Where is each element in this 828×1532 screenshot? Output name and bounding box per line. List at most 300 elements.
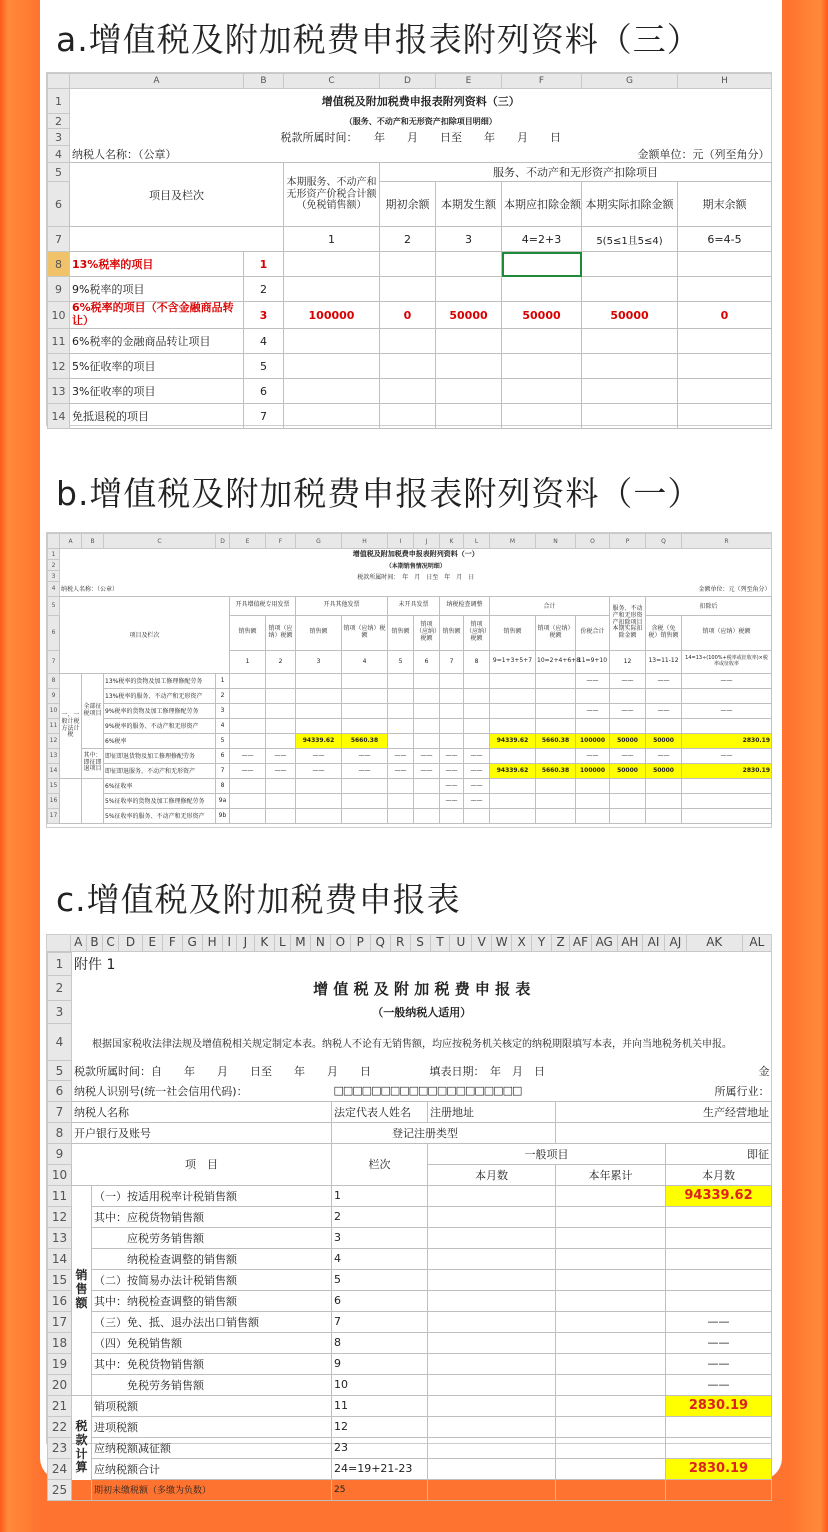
amount-cell[interactable]: —— bbox=[666, 1332, 772, 1353]
sheet-c-period: 税款所属时间：自 年 月 日至 年 月 日 bbox=[74, 1064, 371, 1078]
row-number[interactable]: 19 bbox=[48, 1353, 72, 1374]
amount-cell[interactable] bbox=[666, 1227, 772, 1248]
amount-cell[interactable]: —— bbox=[666, 1353, 772, 1374]
cell[interactable] bbox=[502, 354, 582, 379]
cell[interactable] bbox=[582, 354, 678, 379]
line-number[interactable]: 3 bbox=[244, 302, 284, 329]
line-number[interactable]: 4 bbox=[216, 718, 230, 733]
row-label[interactable]: 6%税率的项目（不含金融商品转让） bbox=[70, 302, 244, 329]
row-number[interactable]: 15 bbox=[48, 778, 60, 793]
row-number[interactable]: 1 bbox=[48, 549, 60, 560]
row-number[interactable]: 14 bbox=[48, 763, 60, 778]
col-header[interactable]: D bbox=[216, 534, 230, 549]
total-cell[interactable]: 100000 bbox=[576, 733, 610, 748]
group-header: 开具其他发票 bbox=[296, 596, 388, 615]
biz-addr-label: 生产经营地址 bbox=[556, 1101, 772, 1122]
content-card bbox=[40, 0, 782, 1497]
col-header[interactable]: AF bbox=[569, 935, 591, 951]
dash-cell: —— bbox=[682, 703, 772, 718]
cell[interactable] bbox=[582, 252, 678, 277]
col-header[interactable]: Z bbox=[551, 935, 569, 951]
amount-cell[interactable] bbox=[666, 1416, 772, 1437]
sheet-b-period: 税款所属时间： 年 月 日至 年 月 日 bbox=[357, 573, 475, 581]
col-header[interactable]: X bbox=[511, 935, 531, 951]
cell[interactable] bbox=[380, 404, 436, 429]
total-cell[interactable]: 100000 bbox=[576, 763, 610, 778]
col-header[interactable]: Y bbox=[531, 935, 551, 951]
row-number[interactable]: 2 bbox=[48, 976, 72, 1001]
line-number[interactable]: 7 bbox=[244, 404, 284, 429]
row-label[interactable]: 13%税率的项目 bbox=[70, 252, 244, 277]
row-number[interactable]: 7 bbox=[48, 1101, 72, 1122]
line-number[interactable]: 5 bbox=[244, 354, 284, 379]
row-number[interactable]: 6 bbox=[48, 182, 70, 227]
line-number[interactable]: 1 bbox=[216, 673, 230, 688]
row-label[interactable]: 13%税率的服务、不动产和无形资产 bbox=[104, 688, 216, 703]
col-header[interactable]: P bbox=[610, 534, 646, 549]
row-label[interactable]: 9%税率的服务、不动产和无形资产 bbox=[104, 718, 216, 733]
cell[interactable] bbox=[678, 252, 772, 277]
col-header[interactable]: B bbox=[86, 935, 102, 951]
amount-cell[interactable] bbox=[666, 1269, 772, 1290]
cell[interactable] bbox=[380, 379, 436, 404]
tax-cell[interactable]: 5660.38 bbox=[342, 733, 388, 748]
col-header[interactable]: E bbox=[230, 534, 266, 549]
cell[interactable] bbox=[380, 277, 436, 302]
row-label[interactable]: （四）免税销售额 bbox=[92, 1332, 332, 1353]
dash-cell: —— bbox=[440, 763, 464, 778]
col-header[interactable]: A bbox=[70, 935, 86, 951]
row-label[interactable]: 应税劳务销售额 bbox=[92, 1227, 332, 1248]
col-header[interactable]: J bbox=[414, 534, 440, 549]
col-header[interactable]: L bbox=[274, 935, 290, 951]
cell[interactable] bbox=[284, 329, 380, 354]
after-cell[interactable]: 50000 bbox=[646, 763, 682, 778]
line-number[interactable]: 3 bbox=[216, 703, 230, 718]
row-label[interactable]: 免税劳务销售额 bbox=[92, 1374, 332, 1395]
col-header[interactable]: V bbox=[471, 935, 491, 951]
row-label[interactable]: 9%税率的项目 bbox=[70, 277, 244, 302]
row-label[interactable]: 免抵退税的项目 bbox=[70, 404, 244, 429]
sheet-c-fill-date: 填表日期： 年 月 日 bbox=[429, 1064, 545, 1078]
row-number[interactable]: 16 bbox=[48, 1290, 72, 1311]
col-header[interactable]: B bbox=[244, 74, 284, 89]
row-label[interactable]: 其中：免税货物销售额 bbox=[92, 1353, 332, 1374]
col-number: 12 bbox=[610, 650, 646, 673]
line-number[interactable]: 2 bbox=[244, 277, 284, 302]
line-number[interactable]: 3 bbox=[332, 1227, 428, 1248]
tax-id-boxes[interactable]: □□□□□□□□□□□□□□□□□□□□ bbox=[333, 1084, 522, 1097]
row-number[interactable]: 21 bbox=[48, 1395, 72, 1416]
corner-cell[interactable] bbox=[47, 935, 70, 951]
line-number[interactable]: 10 bbox=[332, 1374, 428, 1395]
row-number[interactable]: 5 bbox=[48, 1061, 72, 1081]
col-header[interactable]: I bbox=[222, 935, 236, 951]
cell[interactable]: 50000 bbox=[582, 302, 678, 329]
amount-cell[interactable] bbox=[666, 1248, 772, 1269]
col-header[interactable]: K bbox=[440, 534, 464, 549]
row-number[interactable]: 25 bbox=[48, 1479, 72, 1500]
col-header[interactable]: G bbox=[182, 935, 202, 951]
line-number[interactable]: 25 bbox=[332, 1479, 428, 1500]
sheet-a-title: 增值税及附加税费申报表附列资料（三） bbox=[321, 95, 520, 109]
col-header[interactable]: C bbox=[284, 74, 380, 89]
row-number[interactable]: 16 bbox=[48, 793, 60, 808]
row-number[interactable]: 1 bbox=[48, 89, 70, 114]
row-number[interactable]: 4 bbox=[48, 582, 60, 597]
header-month: 本月数 bbox=[428, 1164, 556, 1185]
col-header[interactable]: U bbox=[449, 935, 471, 951]
row-number[interactable]: 8 bbox=[48, 1122, 72, 1143]
col-header[interactable]: O bbox=[576, 534, 610, 549]
cell[interactable] bbox=[436, 329, 502, 354]
row-number[interactable]: 18 bbox=[48, 1332, 72, 1353]
col-header[interactable]: M bbox=[290, 935, 310, 951]
cell[interactable] bbox=[678, 404, 772, 429]
cell[interactable] bbox=[284, 252, 380, 277]
col-header[interactable]: D bbox=[118, 935, 142, 951]
col-number: 2 bbox=[380, 227, 436, 252]
cell[interactable] bbox=[582, 404, 678, 429]
row-label[interactable]: 期初未缴税额（多缴为负数） bbox=[92, 1479, 332, 1500]
col-header[interactable]: Q bbox=[646, 534, 682, 549]
line-number[interactable]: 2 bbox=[216, 688, 230, 703]
cell[interactable] bbox=[502, 379, 582, 404]
amount-cell[interactable] bbox=[666, 1479, 772, 1500]
col-header[interactable]: B bbox=[82, 534, 104, 549]
cell[interactable]: 100000 bbox=[284, 302, 380, 329]
cell[interactable] bbox=[436, 277, 502, 302]
cell[interactable] bbox=[582, 329, 678, 354]
row-number[interactable]: 20 bbox=[48, 1374, 72, 1395]
row-number[interactable]: 10 bbox=[48, 302, 70, 329]
total-sales-cell[interactable]: 94339.62 bbox=[490, 733, 536, 748]
row-number[interactable]: 13 bbox=[48, 748, 60, 763]
after-cell[interactable]: 50000 bbox=[646, 733, 682, 748]
dash-cell: —— bbox=[342, 748, 388, 763]
row-label[interactable]: 6%税率的金融商品转让项目 bbox=[70, 329, 244, 354]
line-number[interactable]: 8 bbox=[332, 1332, 428, 1353]
row-number[interactable]: 3 bbox=[48, 571, 60, 582]
cell[interactable] bbox=[502, 277, 582, 302]
col-header[interactable]: A bbox=[70, 74, 244, 89]
row-label[interactable]: 6%税率 bbox=[104, 733, 216, 748]
cell[interactable] bbox=[678, 329, 772, 354]
row-number[interactable]: 12 bbox=[48, 354, 70, 379]
col-header[interactable]: C bbox=[102, 935, 118, 951]
col-header[interactable]: AJ bbox=[664, 935, 686, 951]
row-number[interactable]: 22 bbox=[48, 1416, 72, 1437]
col-header[interactable]: H bbox=[202, 935, 222, 951]
col-header[interactable]: M bbox=[490, 534, 536, 549]
col-number: 8 bbox=[464, 650, 490, 673]
row-label[interactable]: 纳税检查调整的销售额 bbox=[92, 1248, 332, 1269]
row-number[interactable]: 13 bbox=[48, 1227, 72, 1248]
row-number[interactable]: 11 bbox=[48, 718, 60, 733]
line-number[interactable]: 4 bbox=[244, 329, 284, 354]
amount-cell[interactable]: 2830.19 bbox=[666, 1458, 772, 1479]
cell[interactable]: 50000 bbox=[502, 302, 582, 329]
line-number[interactable]: 6 bbox=[244, 379, 284, 404]
col-header[interactable]: J bbox=[236, 935, 254, 951]
row-number[interactable]: 9 bbox=[48, 688, 60, 703]
row-label[interactable]: （二）按简易办法计税销售额 bbox=[92, 1269, 332, 1290]
line-number[interactable]: 5 bbox=[332, 1269, 428, 1290]
cell[interactable] bbox=[436, 252, 502, 277]
cell[interactable] bbox=[284, 404, 380, 429]
cell[interactable] bbox=[502, 404, 582, 429]
sub-header: 销项（应纳）税额 bbox=[536, 615, 576, 650]
cell[interactable] bbox=[70, 227, 284, 252]
col-header[interactable]: AH bbox=[617, 935, 643, 951]
line-number[interactable]: 24=19+21-23 bbox=[332, 1458, 428, 1479]
row-label[interactable]: 其中：纳税检查调整的销售额 bbox=[92, 1290, 332, 1311]
row-number[interactable]: 11 bbox=[48, 329, 70, 354]
col-header[interactable]: P bbox=[350, 935, 370, 951]
line-number[interactable]: 9a bbox=[216, 793, 230, 808]
row-label[interactable]: 即征即退服务、不动产和无形资产 bbox=[104, 763, 216, 778]
row-number[interactable]: 10 bbox=[48, 703, 60, 718]
heading-c: c.增值税及附加税费申报表 bbox=[56, 880, 461, 919]
row-number[interactable]: 15 bbox=[48, 1269, 72, 1290]
sheet-c-screenshot bbox=[46, 934, 772, 1497]
row-number[interactable]: 12 bbox=[48, 1206, 72, 1227]
col-header[interactable]: K bbox=[254, 935, 274, 951]
row-number[interactable]: 5 bbox=[48, 163, 70, 182]
cell[interactable] bbox=[284, 277, 380, 302]
col-header[interactable]: I bbox=[388, 534, 414, 549]
col-header[interactable]: F bbox=[266, 534, 296, 549]
corner-cell[interactable] bbox=[48, 534, 60, 549]
row-label[interactable]: 销项税额 bbox=[92, 1395, 332, 1416]
cell[interactable] bbox=[380, 354, 436, 379]
sub-header: 销售额 bbox=[440, 615, 464, 650]
row-label[interactable]: 其中：应税货物销售额 bbox=[92, 1206, 332, 1227]
dash-cell: —— bbox=[230, 748, 266, 763]
cell[interactable]: 0 bbox=[678, 302, 772, 329]
cell[interactable] bbox=[284, 354, 380, 379]
header-month-2: 本月数 bbox=[666, 1164, 772, 1185]
col-header[interactable]: R bbox=[390, 935, 410, 951]
cell[interactable] bbox=[380, 329, 436, 354]
col-header[interactable]: N bbox=[310, 935, 330, 951]
line-number[interactable]: 5 bbox=[216, 733, 230, 748]
col-header[interactable]: T bbox=[430, 935, 450, 951]
line-number[interactable]: 4 bbox=[332, 1248, 428, 1269]
col-header[interactable]: O bbox=[330, 935, 350, 951]
col-header[interactable]: H bbox=[342, 534, 388, 549]
col-header[interactable]: F bbox=[162, 935, 182, 951]
cell[interactable] bbox=[284, 379, 380, 404]
col-number: 5(5≤1且5≤4) bbox=[582, 227, 678, 252]
row-number[interactable]: 4 bbox=[48, 1024, 72, 1061]
row-number[interactable]: 1 bbox=[48, 953, 72, 976]
row-label[interactable]: 应纳税额合计 bbox=[92, 1458, 332, 1479]
sub-header: 销售额 bbox=[296, 615, 342, 650]
cell[interactable]: 50000 bbox=[436, 302, 502, 329]
header-year: 本年累计 bbox=[556, 1164, 666, 1185]
total-tax-cell[interactable]: 5660.38 bbox=[536, 733, 576, 748]
amount-cell[interactable] bbox=[666, 1437, 772, 1458]
dash-cell: —— bbox=[682, 748, 772, 763]
row-number[interactable]: 7 bbox=[48, 650, 60, 673]
col-header[interactable]: C bbox=[104, 534, 216, 549]
cell[interactable] bbox=[502, 329, 582, 354]
col-header[interactable]: AL bbox=[742, 935, 771, 951]
dash-cell: —— bbox=[342, 763, 388, 778]
row-number[interactable]: 13 bbox=[48, 379, 70, 404]
line-number[interactable]: 9b bbox=[216, 808, 230, 823]
after-tax-cell[interactable]: 2830.19 bbox=[682, 733, 772, 748]
total-sales-cell[interactable]: 94339.62 bbox=[490, 763, 536, 778]
cell[interactable]: 0 bbox=[380, 302, 436, 329]
category-sales: 销售额 bbox=[72, 1185, 92, 1395]
row-number[interactable]: 6 bbox=[48, 1081, 72, 1102]
row-number[interactable]: 2 bbox=[48, 560, 60, 571]
col-header[interactable]: D bbox=[380, 74, 436, 89]
line-number[interactable]: 6 bbox=[216, 748, 230, 763]
header-col: 本期应扣除金额 bbox=[502, 182, 582, 227]
col-header[interactable]: AG bbox=[591, 935, 617, 951]
row-number[interactable]: 14 bbox=[48, 1248, 72, 1269]
line-number[interactable]: 7 bbox=[332, 1311, 428, 1332]
after-tax-cell[interactable]: 2830.19 bbox=[682, 763, 772, 778]
row-number[interactable]: 24 bbox=[48, 1458, 72, 1479]
line-number[interactable]: 11 bbox=[332, 1395, 428, 1416]
cell[interactable] bbox=[436, 379, 502, 404]
line-number[interactable]: 12 bbox=[332, 1416, 428, 1437]
col-number: 10=2+4+6+8 bbox=[536, 650, 576, 673]
sheet-b-title: 增值税及附加税费申报表附列资料（一） bbox=[352, 550, 479, 559]
cell[interactable] bbox=[678, 277, 772, 302]
row-number[interactable]: 17 bbox=[48, 808, 60, 823]
col-header[interactable]: Q bbox=[370, 935, 390, 951]
line-number[interactable]: 1 bbox=[332, 1185, 428, 1206]
amount-unit: 金 bbox=[758, 1064, 770, 1078]
row-number[interactable]: 8 bbox=[48, 252, 70, 277]
line-number[interactable]: 9 bbox=[332, 1353, 428, 1374]
row-number[interactable]: 2 bbox=[48, 114, 70, 129]
col-header[interactable]: AI bbox=[642, 935, 664, 951]
line-number[interactable]: 7 bbox=[216, 763, 230, 778]
row-number[interactable]: 23 bbox=[48, 1437, 72, 1458]
col-header[interactable]: G bbox=[296, 534, 342, 549]
amount-cell[interactable]: —— bbox=[666, 1374, 772, 1395]
corner-cell[interactable] bbox=[48, 74, 70, 89]
col-header[interactable]: E bbox=[142, 935, 162, 951]
amount-cell[interactable]: 94339.62 bbox=[666, 1185, 772, 1206]
row-number[interactable]: 17 bbox=[48, 1311, 72, 1332]
row-label[interactable]: 5%征收率的服务、不动产和无形资产 bbox=[104, 808, 216, 823]
col-number: 1 bbox=[230, 650, 266, 673]
cell[interactable] bbox=[380, 252, 436, 277]
amount-cell[interactable]: —— bbox=[666, 1311, 772, 1332]
col-number: 5 bbox=[388, 650, 414, 673]
row-label[interactable]: 5%征收率的货物及加工修理修配劳务 bbox=[104, 793, 216, 808]
cell[interactable] bbox=[582, 379, 678, 404]
col-header[interactable]: H bbox=[678, 74, 772, 89]
row-label[interactable]: 5%征收率的项目 bbox=[70, 354, 244, 379]
row-number[interactable]: 8 bbox=[48, 673, 60, 688]
row-label[interactable]: 进项税额 bbox=[92, 1416, 332, 1437]
sheet-a-table bbox=[47, 73, 772, 429]
category-general: 一、一般计税方法计税 bbox=[60, 673, 82, 778]
deduct-cell[interactable]: 50000 bbox=[610, 733, 646, 748]
row-label[interactable]: 9%税率的货物及加工修理修配劳务 bbox=[104, 703, 216, 718]
cell[interactable] bbox=[582, 277, 678, 302]
row-number[interactable]: 9 bbox=[48, 277, 70, 302]
group-header: 合计 bbox=[490, 596, 610, 615]
cell[interactable] bbox=[436, 354, 502, 379]
dash-cell: —— bbox=[230, 763, 266, 778]
col-header[interactable]: A bbox=[60, 534, 82, 549]
sheet-b-taxpayer: 纳税人名称：（公章） bbox=[61, 586, 119, 593]
row-number[interactable]: 3 bbox=[48, 129, 70, 146]
row-number[interactable]: 10 bbox=[48, 1164, 72, 1185]
row-label[interactable]: 6%征收率 bbox=[104, 778, 216, 793]
col-number: 7 bbox=[440, 650, 464, 673]
row-label[interactable]: （三）免、抵、退办法出口销售额 bbox=[92, 1311, 332, 1332]
row-label[interactable]: 即征即退货物及加工修理修配劳务 bbox=[104, 748, 216, 763]
col-header[interactable]: W bbox=[491, 935, 511, 951]
header-item: 项目及栏次 bbox=[70, 163, 284, 227]
col-header[interactable]: E bbox=[436, 74, 502, 89]
col-header[interactable]: L bbox=[464, 534, 490, 549]
line-number[interactable]: 1 bbox=[244, 252, 284, 277]
row-number[interactable]: 11 bbox=[48, 1185, 72, 1206]
row-number[interactable]: 9 bbox=[48, 1143, 72, 1164]
col-header-selected[interactable]: F bbox=[502, 74, 582, 89]
row-label[interactable]: （一）按适用税率计税销售额 bbox=[92, 1185, 332, 1206]
line-number[interactable]: 2 bbox=[332, 1206, 428, 1227]
col-header[interactable]: S bbox=[410, 935, 430, 951]
row-number[interactable]: 6 bbox=[48, 615, 60, 650]
row-number[interactable]: 4 bbox=[48, 146, 70, 163]
row-label[interactable]: 3%征收率的项目 bbox=[70, 379, 244, 404]
sheet-b-subtitle: （本期销售情况明细） bbox=[385, 562, 446, 570]
sheet-a-subtitle: （服务、不动产和无形资产扣除项目明细） bbox=[344, 116, 497, 126]
row-label[interactable]: 13%税率的货物及加工修理修配劳务 bbox=[104, 673, 216, 688]
row-number[interactable]: 14 bbox=[48, 404, 70, 429]
amount-cell[interactable]: 2830.19 bbox=[666, 1395, 772, 1416]
row-number[interactable]: 7 bbox=[48, 227, 70, 252]
amount-cell[interactable] bbox=[666, 1206, 772, 1227]
row-number[interactable]: 3 bbox=[48, 1001, 72, 1024]
sales-cell[interactable]: 94339.62 bbox=[296, 733, 342, 748]
row-number[interactable]: 5 bbox=[48, 596, 60, 615]
col-header[interactable]: R bbox=[682, 534, 772, 549]
col-header[interactable]: G bbox=[582, 74, 678, 89]
col-header[interactable]: N bbox=[536, 534, 576, 549]
selected-cell[interactable] bbox=[502, 252, 582, 277]
row-label[interactable]: 应纳税额减征额 bbox=[92, 1437, 332, 1458]
line-number[interactable]: 8 bbox=[216, 778, 230, 793]
total-tax-cell[interactable]: 5660.38 bbox=[536, 763, 576, 778]
sub-header: 含税（免税）销售额 bbox=[646, 615, 682, 650]
sub-header: 销项（应纳）税额 bbox=[342, 615, 388, 650]
sheet-a-unit: 金额单位：元（列至角分） bbox=[637, 147, 770, 161]
line-number[interactable]: 23 bbox=[332, 1437, 428, 1458]
amount-cell[interactable] bbox=[666, 1290, 772, 1311]
line-number[interactable]: 6 bbox=[332, 1290, 428, 1311]
row-number[interactable]: 12 bbox=[48, 733, 60, 748]
cell[interactable] bbox=[678, 354, 772, 379]
cell[interactable] bbox=[678, 379, 772, 404]
deduct-cell[interactable]: 50000 bbox=[610, 763, 646, 778]
cell[interactable] bbox=[436, 404, 502, 429]
col-header[interactable]: AK bbox=[686, 935, 742, 951]
dash-cell: —— bbox=[296, 763, 342, 778]
